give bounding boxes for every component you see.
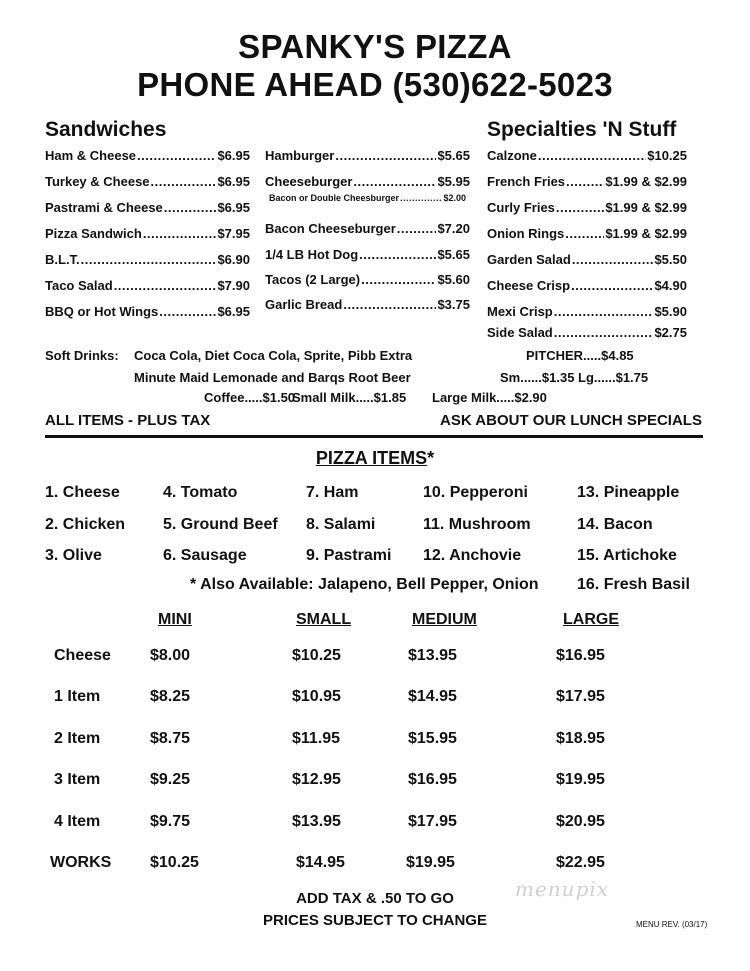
price-cell: $13.95 (408, 647, 457, 664)
also-available-note: * Also Available: Jalapeno, Bell Pepper, Onion (190, 576, 539, 593)
price-cell: $8.00 (150, 647, 191, 664)
price-cell: $15.95 (408, 730, 457, 747)
price-cell: $13.95 (292, 813, 341, 830)
menu-item (487, 200, 687, 215)
item-price: $7.95 (217, 226, 250, 241)
price-cell: $9.25 (150, 771, 191, 788)
item-name: Bacon or Double Cheesburger (269, 193, 400, 203)
item-price: $2.75 (654, 325, 687, 340)
size-header-medium: MEDIUM (412, 611, 477, 628)
row-label: 2 Item (54, 730, 101, 747)
item-price: $5.95 (437, 174, 470, 189)
lunch-specials-note: ASK ABOUT OUR LUNCH SPECIALS (440, 412, 702, 429)
size-header-large: LARGE (563, 611, 619, 628)
menu-item (265, 174, 470, 189)
menu-item (265, 272, 470, 287)
menu-item (45, 226, 250, 241)
topping: 16. Fresh Basil (577, 576, 690, 593)
menu-item (265, 297, 470, 312)
price-cell: $14.95 (408, 688, 457, 705)
sandwiches-heading: Sandwiches (45, 118, 167, 141)
item-name: B.L.T. (45, 252, 80, 267)
menu-item (487, 278, 687, 293)
item-price: $2.00 (443, 193, 466, 203)
item-price: $1.99 & $2.99 (605, 200, 687, 215)
item-name: Garden Salad (487, 252, 571, 267)
price-cell: $9.75 (150, 813, 191, 830)
soft-drinks-list-1: Coca Cola, Diet Coca Cola, Sprite, Pibb Extra (134, 348, 413, 363)
price-cell: $14.95 (296, 854, 345, 871)
item-price: $6.95 (217, 304, 250, 319)
price-cell: $8.25 (150, 688, 191, 705)
soft-drinks-label: Soft Drinks: (45, 348, 119, 363)
price-cell: $10.95 (292, 688, 341, 705)
topping: 9. Pastrami (306, 547, 392, 564)
tax-note: ALL ITEMS - PLUS TAX (45, 412, 211, 429)
item-price: $5.65 (437, 148, 470, 163)
to-go-note: ADD TAX & .50 TO GO (296, 890, 454, 907)
topping: 4. Tomato (163, 484, 238, 501)
item-price: $10.25 (647, 148, 687, 163)
pizza-price-table (0, 647, 750, 877)
item-name: Ham & Cheese (45, 148, 137, 163)
menu-item (265, 148, 470, 163)
menu-item (487, 174, 687, 189)
price-cell: $19.95 (406, 854, 455, 871)
price-change-note: PRICES SUBJECT TO CHANGE (263, 912, 487, 929)
topping: 14. Bacon (577, 516, 653, 533)
pizza-items-title: PIZZA ITEMS (315, 448, 428, 468)
item-name: Onion Rings (487, 226, 565, 241)
row-label: 1 Item (54, 688, 101, 705)
row-label: Cheese (54, 647, 111, 664)
item-name: Cheese Crisp (487, 278, 571, 293)
menu-item (487, 325, 687, 340)
item-name: Side Salad (487, 325, 553, 340)
price-cell: $17.95 (408, 813, 457, 830)
item-name: French Fries (487, 174, 566, 189)
item-name: Mexi Crisp (487, 304, 553, 319)
item-price: $5.90 (654, 304, 687, 319)
menu-item (45, 304, 250, 319)
row-label: 3 Item (54, 771, 101, 788)
topping: 3. Olive (45, 547, 102, 564)
watermark-logo: menupix (515, 877, 610, 901)
menu-item (45, 252, 250, 267)
item-name: Curly Fries (487, 200, 555, 215)
menu-item (487, 252, 687, 267)
item-name: Cheeseburger (265, 174, 353, 189)
size-header-mini: MINI (158, 611, 192, 628)
item-price: $7.20 (437, 221, 470, 236)
price-cell: $16.95 (556, 647, 605, 664)
menu-item (487, 148, 687, 163)
price-cell: $8.75 (150, 730, 191, 747)
item-price: $7.90 (217, 278, 250, 293)
topping: 12. Anchovie (423, 547, 522, 564)
phone-number: PHONE AHEAD (530)622-5023 (137, 66, 613, 103)
topping: 2. Chicken (45, 516, 126, 533)
addon-item (269, 193, 466, 203)
price-cell: $16.95 (408, 771, 457, 788)
price-cell: $17.95 (556, 688, 605, 705)
topping: 1. Cheese (45, 484, 120, 501)
topping: 6. Sausage (163, 547, 247, 564)
price-cell: $10.25 (292, 647, 341, 664)
soft-drinks-list-2: Minute Maid Lemonade and Barqs Root Beer (134, 370, 411, 385)
topping: 13. Pineapple (577, 484, 680, 501)
restaurant-name: SPANKY'S PIZZA (238, 28, 512, 65)
price-cell: $18.95 (556, 730, 605, 747)
item-price: $5.50 (654, 252, 687, 267)
price-cell: $12.95 (292, 771, 341, 788)
price-cell: $20.95 (556, 813, 605, 830)
price-cell: $19.95 (556, 771, 605, 788)
menu-item (45, 174, 250, 189)
toppings-grid (0, 484, 750, 574)
drink-sizes: Sm......$1.35 Lg......$1.75 (500, 370, 649, 385)
topping: 11. Mushroom (423, 516, 531, 533)
item-name: Tacos (2 Large) (265, 272, 361, 287)
coffee-price: Coffee.....$1.50 (204, 390, 296, 405)
row-label: 4 Item (54, 813, 101, 830)
price-cell: $11.95 (292, 730, 341, 747)
item-price: $6.95 (217, 174, 250, 189)
menu-item (265, 247, 470, 262)
item-name: Turkey & Cheese (45, 174, 150, 189)
price-cell: $22.95 (556, 854, 605, 871)
item-name: Pizza Sandwich (45, 226, 142, 241)
topping: 7. Ham (306, 484, 359, 501)
small-milk-price: Small Milk.....$1.85 (292, 390, 407, 405)
pitcher-price: PITCHER.....$4.85 (526, 348, 634, 363)
topping: 5. Ground Beef (163, 516, 278, 533)
item-name: Calzone (487, 148, 537, 163)
item-name: Bacon Cheeseburger (265, 221, 396, 236)
item-name: Garlic Bread (265, 297, 343, 312)
item-name: BBQ or Hot Wings (45, 304, 159, 319)
menu-item (265, 221, 470, 236)
menu-revision: MENU REV. (03/17) (636, 920, 708, 929)
large-milk-price: Large Milk.....$2.90 (432, 390, 547, 405)
item-name: Pastrami & Cheese (45, 200, 163, 215)
pizza-title-wrap (0, 448, 750, 469)
item-price: $5.65 (437, 247, 470, 262)
topping: 10. Pepperoni (423, 484, 528, 501)
row-label: WORKS (50, 854, 112, 871)
topping: 15. Artichoke (577, 547, 677, 564)
item-price: $6.90 (217, 252, 250, 267)
menu-item (45, 200, 250, 215)
topping: 8. Salami (306, 516, 376, 533)
item-price: $1.99 & $2.99 (605, 226, 687, 241)
menu-item (45, 148, 250, 163)
item-name: Hamburger (265, 148, 335, 163)
size-header-small: SMALL (296, 611, 352, 628)
item-price: $1.99 & $2.99 (605, 174, 687, 189)
menu-item (45, 278, 250, 293)
price-cell: $10.25 (150, 854, 199, 871)
specialties-heading: Specialties 'N Stuff (487, 118, 677, 141)
item-price: $5.60 (437, 272, 470, 287)
item-price: $3.75 (437, 297, 470, 312)
item-price: $6.95 (217, 148, 250, 163)
divider (45, 435, 703, 438)
menu-item (487, 304, 687, 319)
item-name: 1/4 LB Hot Dog (265, 247, 359, 262)
item-name: Taco Salad (45, 278, 113, 293)
item-price: $6.95 (217, 200, 250, 215)
menu-item (487, 226, 687, 241)
item-price: $4.90 (654, 278, 687, 293)
pizza-asterisk: * (427, 448, 435, 468)
